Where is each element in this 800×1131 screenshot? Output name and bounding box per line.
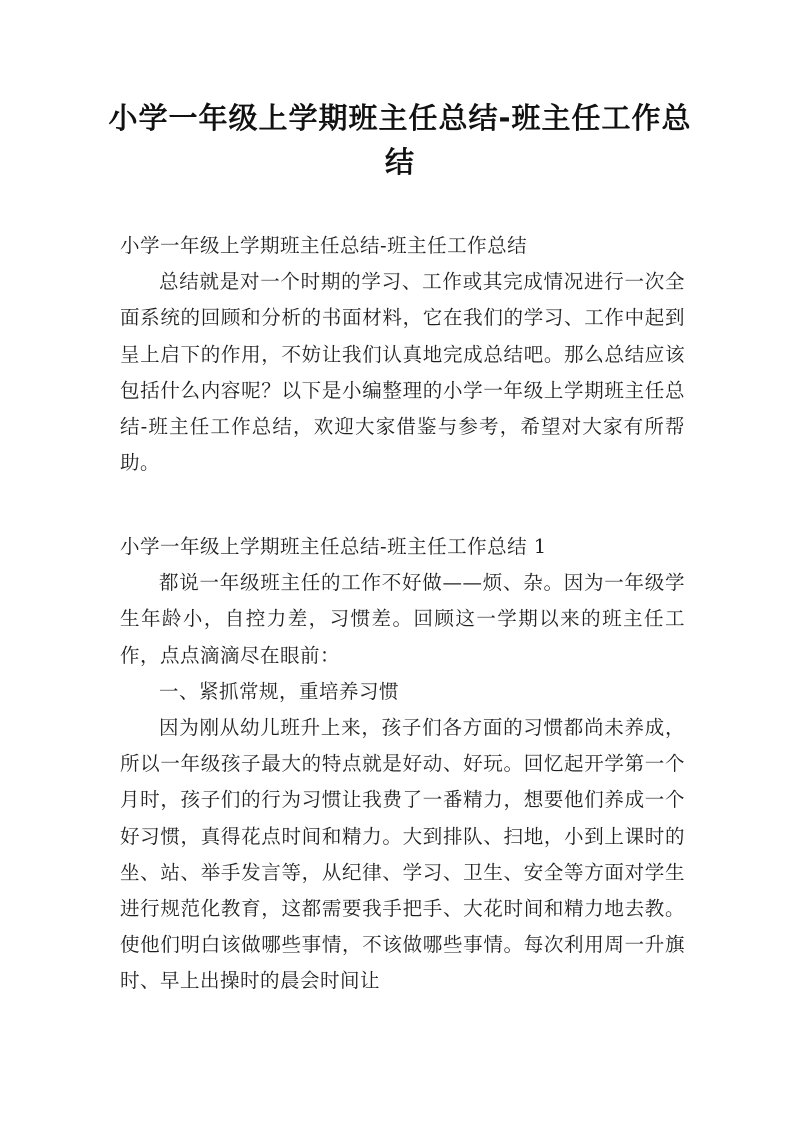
intro-paragraph: 总结就是对一个时期的学习、工作或其完成情况进行一次全面系统的回顾和分析的书面材料，它在我们的学习、工作中起到呈上启下的作用，不妨让我们认真地完成总结吧。那么总结应该包括什么内容呢？以下是小编整理的小学一年级上学期班主任总结-班主任工作总结，欢迎大家借鉴与参考，希望对大家有所帮助。	[120, 270, 685, 475]
intro-heading: 小学一年级上学期班主任总结-班主任工作总结	[120, 234, 528, 257]
section-1	[120, 529, 685, 1000]
section-1-paragraph-1: 都说一年级班主任的工作不好做——烦、杂。因为一年级学生年龄小，自控力差，习惯差。回顾这一学期以来的班主任工作，点点滴滴尽在眼前：	[120, 571, 685, 667]
intro-section	[120, 228, 685, 481]
document-title: 小学一年级上学期班主任总结-班主任工作总结	[108, 101, 692, 179]
section-1-subheading: 一、紧抓常规，重培养习惯	[159, 679, 400, 703]
section-1-heading: 小学一年级上学期班主任总结-班主任工作总结 1	[120, 535, 547, 558]
section-1-paragraph-2: 因为刚从幼儿班升上来，孩子们各方面的习惯都尚未养成，所以一年级孩子最大的特点就是好动、好玩。回忆起开学第一个月时，孩子们的行为习惯让我费了一番精力，想要他们养成一个好习惯，真得花点时间和精力。大到排队、扫地，小到上课时的坐、站、举手发言等，从纪律、学习、卫生、安全等方面对学生进行规范化教育，这都需要我手把手、大花时间和精力地去教。使他们明白该做哪些事情，不该做哪些事情。每次利用周一升旗时、早上出操时的晨会时间让	[120, 716, 685, 993]
